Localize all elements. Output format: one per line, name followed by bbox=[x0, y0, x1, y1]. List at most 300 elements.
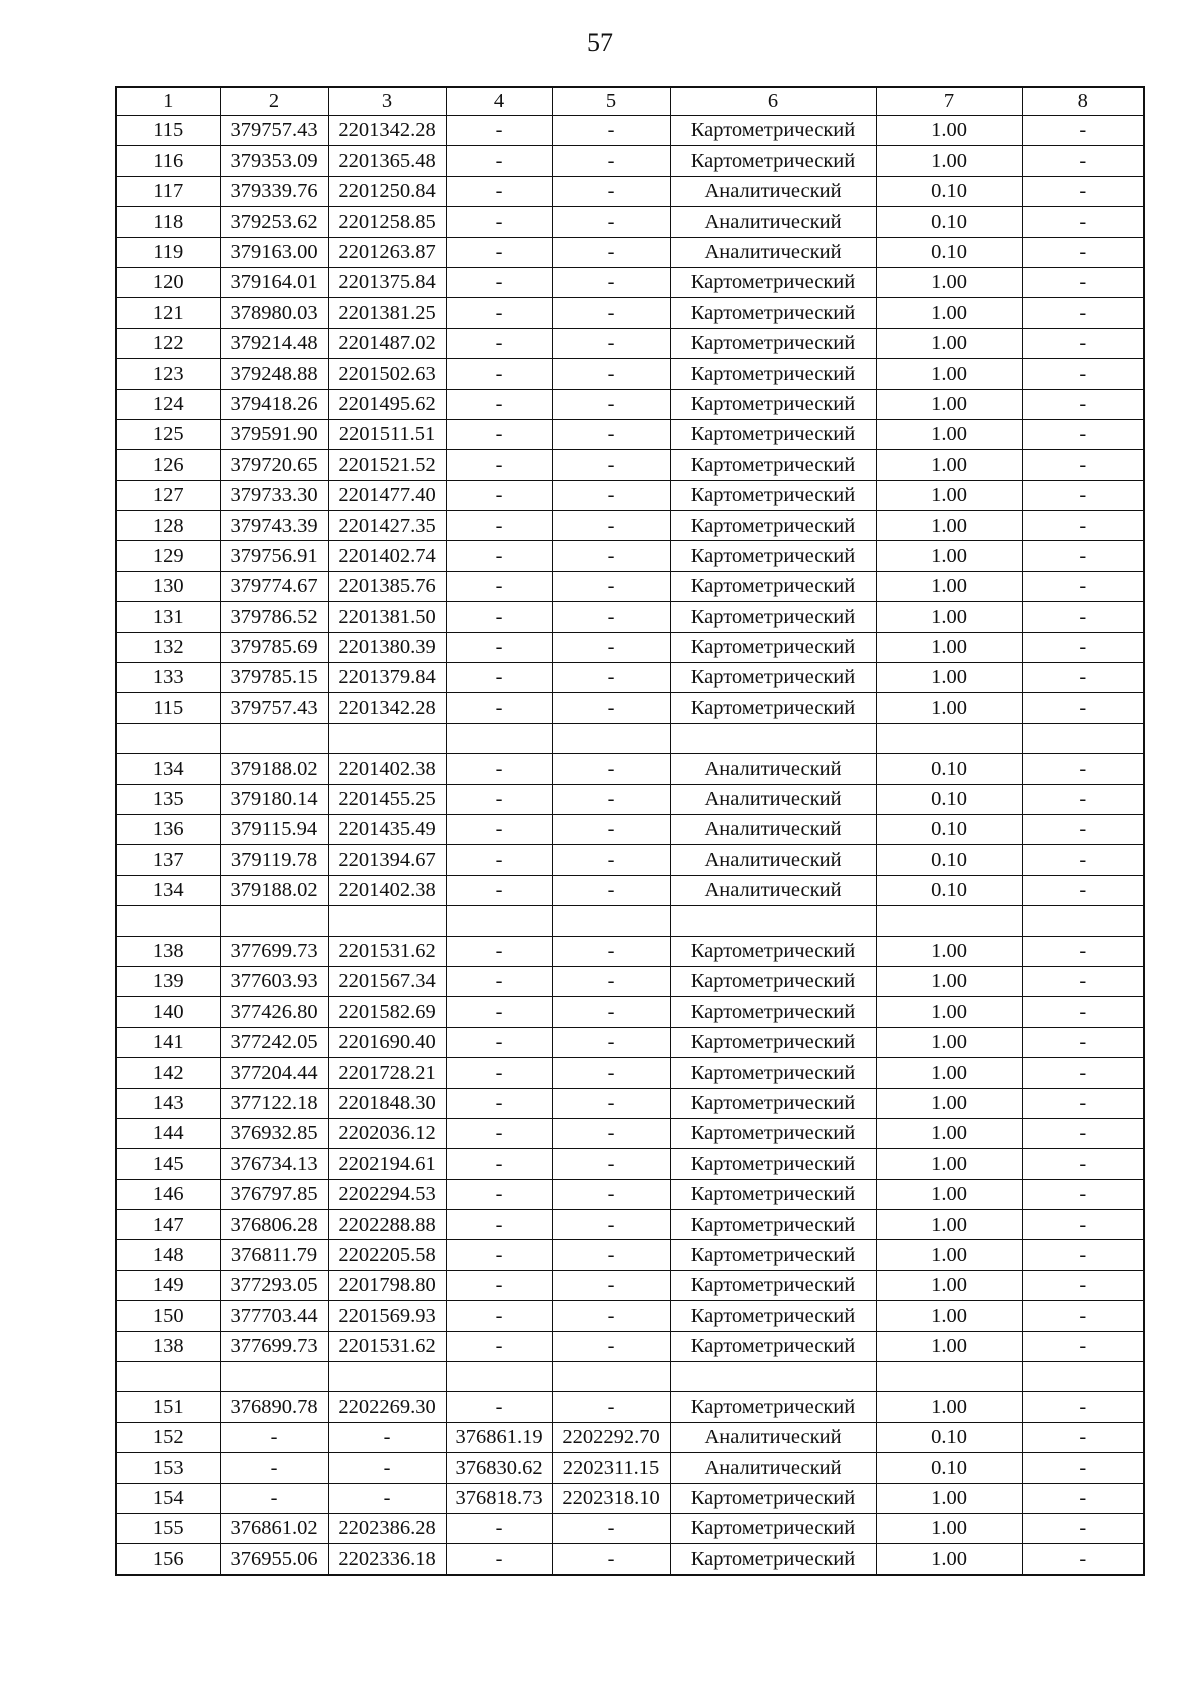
table-cell-col-5: - bbox=[552, 146, 670, 176]
table-cell-col-4: - bbox=[446, 1270, 552, 1300]
table-cell-col-3: - bbox=[328, 1483, 446, 1513]
table-cell-col-8: - bbox=[1022, 511, 1144, 541]
table-cell-col-8: - bbox=[1022, 480, 1144, 510]
table-cell-col-7: 1.00 bbox=[876, 116, 1022, 146]
table-row bbox=[116, 1392, 1144, 1422]
table-cell-col-8 bbox=[1022, 723, 1144, 753]
table-cell-col-5: - bbox=[552, 966, 670, 996]
table-cell-col-8: - bbox=[1022, 450, 1144, 480]
table-cell-col-3: 2202194.61 bbox=[328, 1149, 446, 1179]
table-cell-col-2: 379720.65 bbox=[220, 450, 328, 480]
table-cell-col-1: 125 bbox=[116, 419, 220, 449]
table-cell-col-6: Аналитический bbox=[670, 237, 876, 267]
table-row bbox=[116, 663, 1144, 693]
table-cell-col-8: - bbox=[1022, 328, 1144, 358]
table-cell-col-6: Картометрический bbox=[670, 511, 876, 541]
table-row bbox=[116, 723, 1144, 753]
table-cell-col-1: 134 bbox=[116, 754, 220, 784]
table-cell-col-6: Картометрический bbox=[670, 1118, 876, 1148]
table-cell-col-4: - bbox=[446, 298, 552, 328]
column-header-1: 1 bbox=[116, 87, 220, 116]
table-cell-col-2: 379418.26 bbox=[220, 389, 328, 419]
table-cell-col-2: 379163.00 bbox=[220, 237, 328, 267]
table-row bbox=[116, 784, 1144, 814]
table-row bbox=[116, 602, 1144, 632]
table-cell-col-4: - bbox=[446, 936, 552, 966]
table-row bbox=[116, 1422, 1144, 1452]
table-cell-col-4: - bbox=[446, 997, 552, 1027]
table-cell-col-8: - bbox=[1022, 754, 1144, 784]
table-cell-col-3: 2201848.30 bbox=[328, 1088, 446, 1118]
table-cell-col-1: 142 bbox=[116, 1058, 220, 1088]
table-cell-col-2: 377699.73 bbox=[220, 936, 328, 966]
table-cell-col-2: 379756.91 bbox=[220, 541, 328, 571]
table-cell-col-3: 2201402.74 bbox=[328, 541, 446, 571]
table-cell-col-8: - bbox=[1022, 298, 1144, 328]
table-cell-col-3: 2202269.30 bbox=[328, 1392, 446, 1422]
table-row bbox=[116, 359, 1144, 389]
table-cell-col-4: - bbox=[446, 663, 552, 693]
table-cell-col-5: - bbox=[552, 602, 670, 632]
table-cell-col-5: - bbox=[552, 632, 670, 662]
table-cell-col-8 bbox=[1022, 906, 1144, 936]
table-cell-col-3: 2202036.12 bbox=[328, 1118, 446, 1148]
table-cell-col-1: 137 bbox=[116, 845, 220, 875]
table-cell-col-4: - bbox=[446, 1179, 552, 1209]
table-cell-col-1: 129 bbox=[116, 541, 220, 571]
table-cell-col-5: - bbox=[552, 1210, 670, 1240]
table-cell-col-3: 2201487.02 bbox=[328, 328, 446, 358]
table-cell-col-3 bbox=[328, 906, 446, 936]
table-cell-col-4 bbox=[446, 1362, 552, 1392]
table-cell-col-4: - bbox=[446, 267, 552, 297]
table-cell-col-2: 379785.15 bbox=[220, 663, 328, 693]
table-row bbox=[116, 207, 1144, 237]
table-cell-col-2: 379591.90 bbox=[220, 419, 328, 449]
table-row bbox=[116, 936, 1144, 966]
table-cell-col-5: - bbox=[552, 754, 670, 784]
table-cell-col-5: - bbox=[552, 1058, 670, 1088]
table-cell-col-3: 2201258.85 bbox=[328, 207, 446, 237]
table-cell-col-4: - bbox=[446, 845, 552, 875]
table-cell-col-4: 376830.62 bbox=[446, 1453, 552, 1483]
table-cell-col-4: - bbox=[446, 359, 552, 389]
table-row bbox=[116, 1301, 1144, 1331]
table-cell-col-8: - bbox=[1022, 845, 1144, 875]
table-cell-col-4: - bbox=[446, 1149, 552, 1179]
table-cell-col-6: Картометрический bbox=[670, 571, 876, 601]
table-cell-col-3: 2201385.76 bbox=[328, 571, 446, 601]
table-cell-col-2: 379248.88 bbox=[220, 359, 328, 389]
table-row bbox=[116, 1362, 1144, 1392]
table-cell-col-2 bbox=[220, 906, 328, 936]
table-cell-col-3: 2201521.52 bbox=[328, 450, 446, 480]
table-cell-col-2: - bbox=[220, 1483, 328, 1513]
table-cell-col-1: 127 bbox=[116, 480, 220, 510]
table-cell-col-8: - bbox=[1022, 1118, 1144, 1148]
table-cell-col-5: - bbox=[552, 207, 670, 237]
table-cell-col-6: Картометрический bbox=[670, 1331, 876, 1361]
table-cell-col-7: 1.00 bbox=[876, 966, 1022, 996]
table-cell-col-3: 2201381.50 bbox=[328, 602, 446, 632]
table-cell-col-4: 376818.73 bbox=[446, 1483, 552, 1513]
table-cell-col-1: 117 bbox=[116, 176, 220, 206]
table-cell-col-6: Картометрический bbox=[670, 1088, 876, 1118]
table-cell-col-3: 2201728.21 bbox=[328, 1058, 446, 1088]
table-cell-col-7: 1.00 bbox=[876, 1027, 1022, 1057]
table-cell-col-1: 115 bbox=[116, 693, 220, 723]
table-cell-col-2 bbox=[220, 1362, 328, 1392]
table-cell-col-3: 2201394.67 bbox=[328, 845, 446, 875]
table-cell-col-6: Картометрический bbox=[670, 1027, 876, 1057]
table-cell-col-5: - bbox=[552, 389, 670, 419]
table-cell-col-6: Картометрический bbox=[670, 328, 876, 358]
table-cell-col-1 bbox=[116, 1362, 220, 1392]
table-cell-col-4: - bbox=[446, 116, 552, 146]
table-cell-col-7: 1.00 bbox=[876, 298, 1022, 328]
table-cell-col-3: 2201381.25 bbox=[328, 298, 446, 328]
table-cell-col-5: - bbox=[552, 936, 670, 966]
table-cell-col-7: 0.10 bbox=[876, 814, 1022, 844]
table-cell-col-4: - bbox=[446, 1058, 552, 1088]
table-cell-col-1: 134 bbox=[116, 875, 220, 905]
table-cell-col-3: 2202336.18 bbox=[328, 1544, 446, 1575]
table-cell-col-6: Картометрический bbox=[670, 419, 876, 449]
table-cell-col-6 bbox=[670, 723, 876, 753]
table-row bbox=[116, 1088, 1144, 1118]
table-cell-col-6: Картометрический bbox=[670, 1513, 876, 1543]
table-row bbox=[116, 116, 1144, 146]
table-cell-col-4: - bbox=[446, 754, 552, 784]
table-cell-col-7: 0.10 bbox=[876, 237, 1022, 267]
table-cell-col-1 bbox=[116, 906, 220, 936]
table-cell-col-6: Картометрический bbox=[670, 1392, 876, 1422]
table-cell-col-5: - bbox=[552, 511, 670, 541]
table-cell-col-1: 148 bbox=[116, 1240, 220, 1270]
column-header-5: 5 bbox=[552, 87, 670, 116]
table-cell-col-3: 2201455.25 bbox=[328, 784, 446, 814]
table-cell-col-1: 150 bbox=[116, 1301, 220, 1331]
table-cell-col-5: - bbox=[552, 359, 670, 389]
table-cell-col-5: - bbox=[552, 298, 670, 328]
table-row bbox=[116, 328, 1144, 358]
table-row bbox=[116, 1058, 1144, 1088]
table-cell-col-3: 2201798.80 bbox=[328, 1270, 446, 1300]
table-cell-col-6: Картометрический bbox=[670, 936, 876, 966]
table-cell-col-5: - bbox=[552, 1088, 670, 1118]
table-cell-col-2: 377293.05 bbox=[220, 1270, 328, 1300]
table-row bbox=[116, 298, 1144, 328]
table-row bbox=[116, 1270, 1144, 1300]
coordinates-table bbox=[115, 86, 1145, 1576]
table-cell-col-5: - bbox=[552, 845, 670, 875]
table-header-row bbox=[116, 87, 1144, 116]
table-cell-col-5: - bbox=[552, 693, 670, 723]
table-cell-col-4: - bbox=[446, 875, 552, 905]
table-cell-col-3: 2202205.58 bbox=[328, 1240, 446, 1270]
table-cell-col-2: 379786.52 bbox=[220, 602, 328, 632]
table-cell-col-2: 377204.44 bbox=[220, 1058, 328, 1088]
table-cell-col-6: Картометрический bbox=[670, 1210, 876, 1240]
table-row bbox=[116, 1544, 1144, 1575]
table-cell-col-1: 126 bbox=[116, 450, 220, 480]
table-cell-col-2: 376890.78 bbox=[220, 1392, 328, 1422]
table-cell-col-8: - bbox=[1022, 1240, 1144, 1270]
column-header-6: 6 bbox=[670, 87, 876, 116]
table-cell-col-3 bbox=[328, 1362, 446, 1392]
table-cell-col-2: 376797.85 bbox=[220, 1179, 328, 1209]
table-cell-col-6: Картометрический bbox=[670, 298, 876, 328]
table-cell-col-8: - bbox=[1022, 389, 1144, 419]
table-cell-col-1: 153 bbox=[116, 1453, 220, 1483]
table-cell-col-7 bbox=[876, 1362, 1022, 1392]
table-cell-col-8: - bbox=[1022, 602, 1144, 632]
table-cell-col-3: 2201582.69 bbox=[328, 997, 446, 1027]
table-cell-col-6: Картометрический bbox=[670, 116, 876, 146]
table-row bbox=[116, 1513, 1144, 1543]
table-cell-col-8: - bbox=[1022, 571, 1144, 601]
table-cell-col-8: - bbox=[1022, 1149, 1144, 1179]
table-cell-col-1: 154 bbox=[116, 1483, 220, 1513]
table-cell-col-8: - bbox=[1022, 176, 1144, 206]
table-row bbox=[116, 1027, 1144, 1057]
table-cell-col-5: - bbox=[552, 116, 670, 146]
table-row bbox=[116, 237, 1144, 267]
table-cell-col-3: 2201477.40 bbox=[328, 480, 446, 510]
table-cell-col-2: 377699.73 bbox=[220, 1331, 328, 1361]
table-cell-col-1: 141 bbox=[116, 1027, 220, 1057]
table-cell-col-2: 376734.13 bbox=[220, 1149, 328, 1179]
column-header-2: 2 bbox=[220, 87, 328, 116]
table-cell-col-5: - bbox=[552, 237, 670, 267]
table-cell-col-2: 379785.69 bbox=[220, 632, 328, 662]
table-cell-col-5: - bbox=[552, 814, 670, 844]
table-cell-col-3: 2201531.62 bbox=[328, 1331, 446, 1361]
table-cell-col-7: 0.10 bbox=[876, 176, 1022, 206]
table-cell-col-4: - bbox=[446, 693, 552, 723]
table-cell-col-2: 379188.02 bbox=[220, 754, 328, 784]
table-cell-col-2: 379253.62 bbox=[220, 207, 328, 237]
table-cell-col-5: 2202311.15 bbox=[552, 1453, 670, 1483]
table-cell-col-5: - bbox=[552, 1149, 670, 1179]
table-cell-col-6: Картометрический bbox=[670, 997, 876, 1027]
table-cell-col-5: - bbox=[552, 1240, 670, 1270]
table-cell-col-1: 119 bbox=[116, 237, 220, 267]
table-cell-col-2: - bbox=[220, 1422, 328, 1452]
table-cell-col-3: 2201250.84 bbox=[328, 176, 446, 206]
table-row bbox=[116, 966, 1144, 996]
table-cell-col-3: 2201502.63 bbox=[328, 359, 446, 389]
table-row bbox=[116, 1331, 1144, 1361]
table-cell-col-7: 1.00 bbox=[876, 146, 1022, 176]
table-cell-col-5: - bbox=[552, 1118, 670, 1148]
table-row bbox=[116, 146, 1144, 176]
table-cell-col-8: - bbox=[1022, 267, 1144, 297]
table-cell-col-7: 1.00 bbox=[876, 1210, 1022, 1240]
table-row bbox=[116, 389, 1144, 419]
table-row bbox=[116, 176, 1144, 206]
table-cell-col-3: 2201567.34 bbox=[328, 966, 446, 996]
table-cell-col-6: Картометрический bbox=[670, 1301, 876, 1331]
table-cell-col-4: - bbox=[446, 389, 552, 419]
table-cell-col-3: 2201342.28 bbox=[328, 116, 446, 146]
table-row bbox=[116, 632, 1144, 662]
table-cell-col-2 bbox=[220, 723, 328, 753]
table-cell-col-6: Аналитический bbox=[670, 1453, 876, 1483]
table-row bbox=[116, 1118, 1144, 1148]
table-cell-col-3: 2201379.84 bbox=[328, 663, 446, 693]
table-cell-col-7: 1.00 bbox=[876, 480, 1022, 510]
table-cell-col-2: 379743.39 bbox=[220, 511, 328, 541]
table-cell-col-6: Картометрический bbox=[670, 267, 876, 297]
table-cell-col-2: 377122.18 bbox=[220, 1088, 328, 1118]
table-cell-col-1: 123 bbox=[116, 359, 220, 389]
table-cell-col-8: - bbox=[1022, 1483, 1144, 1513]
table-cell-col-3: 2201342.28 bbox=[328, 693, 446, 723]
table-cell-col-4: - bbox=[446, 571, 552, 601]
table-cell-col-6: Аналитический bbox=[670, 814, 876, 844]
table-cell-col-6: Картометрический bbox=[670, 389, 876, 419]
page-number: 57 bbox=[587, 28, 613, 57]
table-cell-col-5: - bbox=[552, 419, 670, 449]
table-cell-col-5: - bbox=[552, 1331, 670, 1361]
table-cell-col-4: - bbox=[446, 207, 552, 237]
table-cell-col-2: 379188.02 bbox=[220, 875, 328, 905]
table-cell-col-4: - bbox=[446, 784, 552, 814]
table-cell-col-1: 140 bbox=[116, 997, 220, 1027]
table-cell-col-5: 2202318.10 bbox=[552, 1483, 670, 1513]
table-cell-col-6: Картометрический bbox=[670, 663, 876, 693]
table-row bbox=[116, 419, 1144, 449]
table-cell-col-5: - bbox=[552, 1513, 670, 1543]
table-cell-col-8: - bbox=[1022, 1179, 1144, 1209]
table-cell-col-1: 144 bbox=[116, 1118, 220, 1148]
table-cell-col-1 bbox=[116, 723, 220, 753]
table-cell-col-5: - bbox=[552, 1392, 670, 1422]
table-cell-col-8: - bbox=[1022, 541, 1144, 571]
table-row bbox=[116, 541, 1144, 571]
table-cell-col-6: Картометрический bbox=[670, 1483, 876, 1513]
table-cell-col-4: - bbox=[446, 602, 552, 632]
table-cell-col-5: 2202292.70 bbox=[552, 1422, 670, 1452]
table-cell-col-3: 2201531.62 bbox=[328, 936, 446, 966]
table-cell-col-1: 156 bbox=[116, 1544, 220, 1575]
table-cell-col-7: 1.00 bbox=[876, 1088, 1022, 1118]
table-cell-col-8: - bbox=[1022, 1058, 1144, 1088]
table-cell-col-4: - bbox=[446, 1513, 552, 1543]
table-row bbox=[116, 480, 1144, 510]
table-cell-col-7: 0.10 bbox=[876, 875, 1022, 905]
table-cell-col-1: 147 bbox=[116, 1210, 220, 1240]
table-cell-col-2: 378980.03 bbox=[220, 298, 328, 328]
table-cell-col-6: Картометрический bbox=[670, 1544, 876, 1575]
table-cell-col-1: 128 bbox=[116, 511, 220, 541]
table-cell-col-1: 122 bbox=[116, 328, 220, 358]
table-cell-col-7: 1.00 bbox=[876, 1179, 1022, 1209]
table-cell-col-1: 136 bbox=[116, 814, 220, 844]
table-cell-col-7: 1.00 bbox=[876, 1392, 1022, 1422]
table-cell-col-6: Картометрический bbox=[670, 1179, 876, 1209]
table-cell-col-8: - bbox=[1022, 419, 1144, 449]
table-cell-col-8: - bbox=[1022, 1544, 1144, 1575]
table-cell-col-2: 376861.02 bbox=[220, 1513, 328, 1543]
table-cell-col-3: 2202288.88 bbox=[328, 1210, 446, 1240]
table-cell-col-3: 2201569.93 bbox=[328, 1301, 446, 1331]
table-cell-col-4 bbox=[446, 723, 552, 753]
table-cell-col-7: 0.10 bbox=[876, 1453, 1022, 1483]
table-cell-col-6: Аналитический bbox=[670, 1422, 876, 1452]
table-row bbox=[116, 875, 1144, 905]
table-cell-col-8: - bbox=[1022, 1422, 1144, 1452]
column-header-4: 4 bbox=[446, 87, 552, 116]
table-cell-col-1: 133 bbox=[116, 663, 220, 693]
table-row bbox=[116, 1240, 1144, 1270]
table-cell-col-5: - bbox=[552, 875, 670, 905]
table-cell-col-4: - bbox=[446, 328, 552, 358]
table-cell-col-3: 2201263.87 bbox=[328, 237, 446, 267]
table-cell-col-4: - bbox=[446, 511, 552, 541]
table-cell-col-6: Картометрический bbox=[670, 693, 876, 723]
table-cell-col-3: 2201511.51 bbox=[328, 419, 446, 449]
table-cell-col-2: 376811.79 bbox=[220, 1240, 328, 1270]
table-cell-col-5: - bbox=[552, 1027, 670, 1057]
table-cell-col-7: 1.00 bbox=[876, 1483, 1022, 1513]
table-cell-col-4: - bbox=[446, 1240, 552, 1270]
table-cell-col-2: 376932.85 bbox=[220, 1118, 328, 1148]
table-cell-col-8: - bbox=[1022, 1331, 1144, 1361]
table-cell-col-8: - bbox=[1022, 1453, 1144, 1483]
table-cell-col-3: - bbox=[328, 1453, 446, 1483]
table-cell-col-6: Картометрический bbox=[670, 1270, 876, 1300]
table-row bbox=[116, 511, 1144, 541]
table-cell-col-3: 2201402.38 bbox=[328, 754, 446, 784]
table-cell-col-6: Аналитический bbox=[670, 207, 876, 237]
table-cell-col-1: 143 bbox=[116, 1088, 220, 1118]
table-cell-col-5: - bbox=[552, 784, 670, 814]
table-cell-col-1: 138 bbox=[116, 936, 220, 966]
table-cell-col-8: - bbox=[1022, 814, 1144, 844]
table-cell-col-3 bbox=[328, 723, 446, 753]
table-cell-col-4: - bbox=[446, 541, 552, 571]
table-cell-col-5: - bbox=[552, 1301, 670, 1331]
table-row bbox=[116, 814, 1144, 844]
table-cell-col-5: - bbox=[552, 176, 670, 206]
table-cell-col-2: 379164.01 bbox=[220, 267, 328, 297]
table-cell-col-4: - bbox=[446, 237, 552, 267]
table-cell-col-1: 120 bbox=[116, 267, 220, 297]
table-cell-col-7: 1.00 bbox=[876, 1544, 1022, 1575]
table-cell-col-4: - bbox=[446, 450, 552, 480]
table-cell-col-3: 2201690.40 bbox=[328, 1027, 446, 1057]
table-cell-col-8: - bbox=[1022, 936, 1144, 966]
table-cell-col-8: - bbox=[1022, 1088, 1144, 1118]
table-cell-col-4: - bbox=[446, 1118, 552, 1148]
table-cell-col-1: 152 bbox=[116, 1422, 220, 1452]
table-cell-col-8: - bbox=[1022, 966, 1144, 996]
table-cell-col-2: 379757.43 bbox=[220, 116, 328, 146]
table-cell-col-1: 145 bbox=[116, 1149, 220, 1179]
table-cell-col-7: 1.00 bbox=[876, 1301, 1022, 1331]
table-cell-col-6: Картометрический bbox=[670, 359, 876, 389]
table-row bbox=[116, 1210, 1144, 1240]
table-row bbox=[116, 1483, 1144, 1513]
table-cell-col-3: - bbox=[328, 1422, 446, 1452]
table-cell-col-5: - bbox=[552, 328, 670, 358]
table-cell-col-5: - bbox=[552, 1179, 670, 1209]
table-row bbox=[116, 754, 1144, 784]
table-cell-col-4: - bbox=[446, 1210, 552, 1240]
table-cell-col-1: 130 bbox=[116, 571, 220, 601]
